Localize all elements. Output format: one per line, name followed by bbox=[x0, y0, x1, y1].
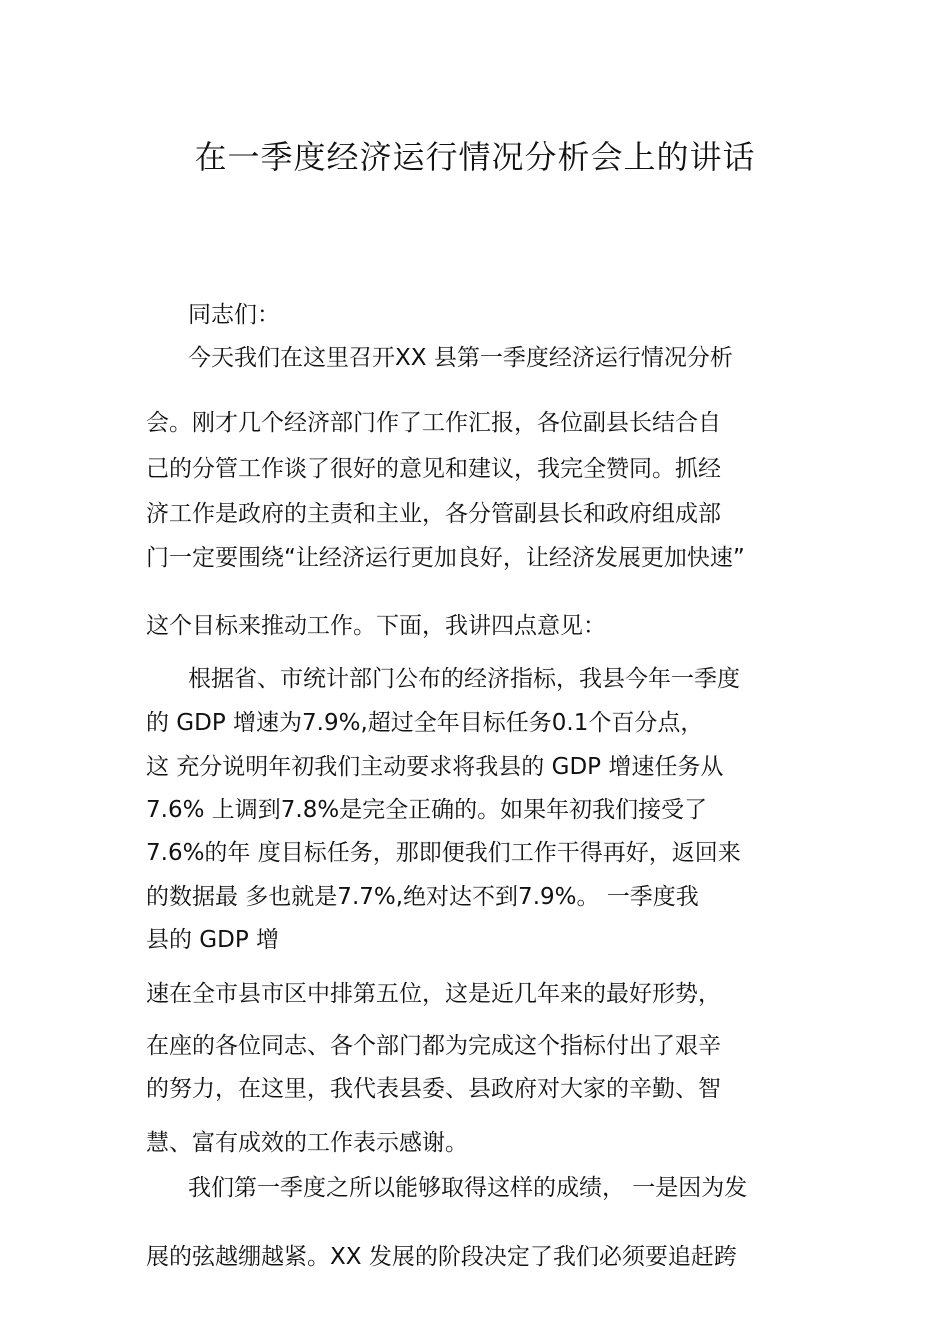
paragraph-line: 这 充分说明年初我们主动要求将我县的 GDP 增速任务从 bbox=[146, 754, 724, 780]
paragraph-line: 我们第一季度之所以能够取得这样的成绩， 一是因为发 bbox=[188, 1175, 748, 1201]
paragraph-line: 己的分管工作谈了很好的意见和建议，我完全赞同。抓经 bbox=[146, 456, 721, 482]
paragraph-line: 的努力，在这里，我代表县委、县政府对大家的辛勤、智 bbox=[146, 1076, 721, 1102]
paragraph-line: 济工作是政府的主责和主业，各分管副县长和政府组成部 bbox=[146, 501, 721, 527]
paragraph-line: 7.6%的年 度目标任务，那即便我们工作干得再好，返回来 bbox=[146, 840, 741, 866]
paragraph-line: 这个目标来推动工作。下面，我讲四点意见： bbox=[146, 613, 606, 639]
document-title: 在一季度经济运行情况分析会上的讲话 bbox=[194, 138, 756, 176]
paragraph-line: 在座的各位同志、各个部门都为完成这个指标付出了艰辛 bbox=[146, 1033, 721, 1059]
paragraph-line: 门一定要围绕“让经济运行更加良好，让经济发展更加快速” bbox=[146, 545, 745, 571]
paragraph-line: 县的 GDP 增 bbox=[146, 927, 280, 953]
paragraph-line: 会。刚才几个经济部门作了工作汇报，各位副县长结合自 bbox=[146, 410, 721, 436]
paragraph-line: 的数据最 多也就是7.7%,绝对达不到7.9%。 一季度我 bbox=[146, 884, 699, 910]
paragraph-line: 速在全市县市区中排第五位，这是近几年来的最好形势， bbox=[146, 981, 721, 1007]
paragraph-line: 今天我们在这里召开XX 县第一季度经济运行情况分析 bbox=[188, 345, 733, 371]
paragraph-line: 的 GDP 增速为7.9%,超过全年目标任务0.1个百分点， bbox=[146, 710, 704, 736]
paragraph-line: 展的弦越绷越紧。XX 发展的阶段决定了我们必须要追赶跨 bbox=[146, 1244, 737, 1270]
paragraph-line: 根据省、市统计部门公布的经济指标，我县今年一季度 bbox=[188, 666, 740, 692]
paragraph-line: 慧、富有成效的工作表示感谢。 bbox=[146, 1130, 468, 1156]
paragraph-line: 7.6% 上调到7.8%是完全正确的。如果年初我们接受了 bbox=[146, 797, 708, 823]
salutation: 同志们： bbox=[188, 302, 280, 328]
